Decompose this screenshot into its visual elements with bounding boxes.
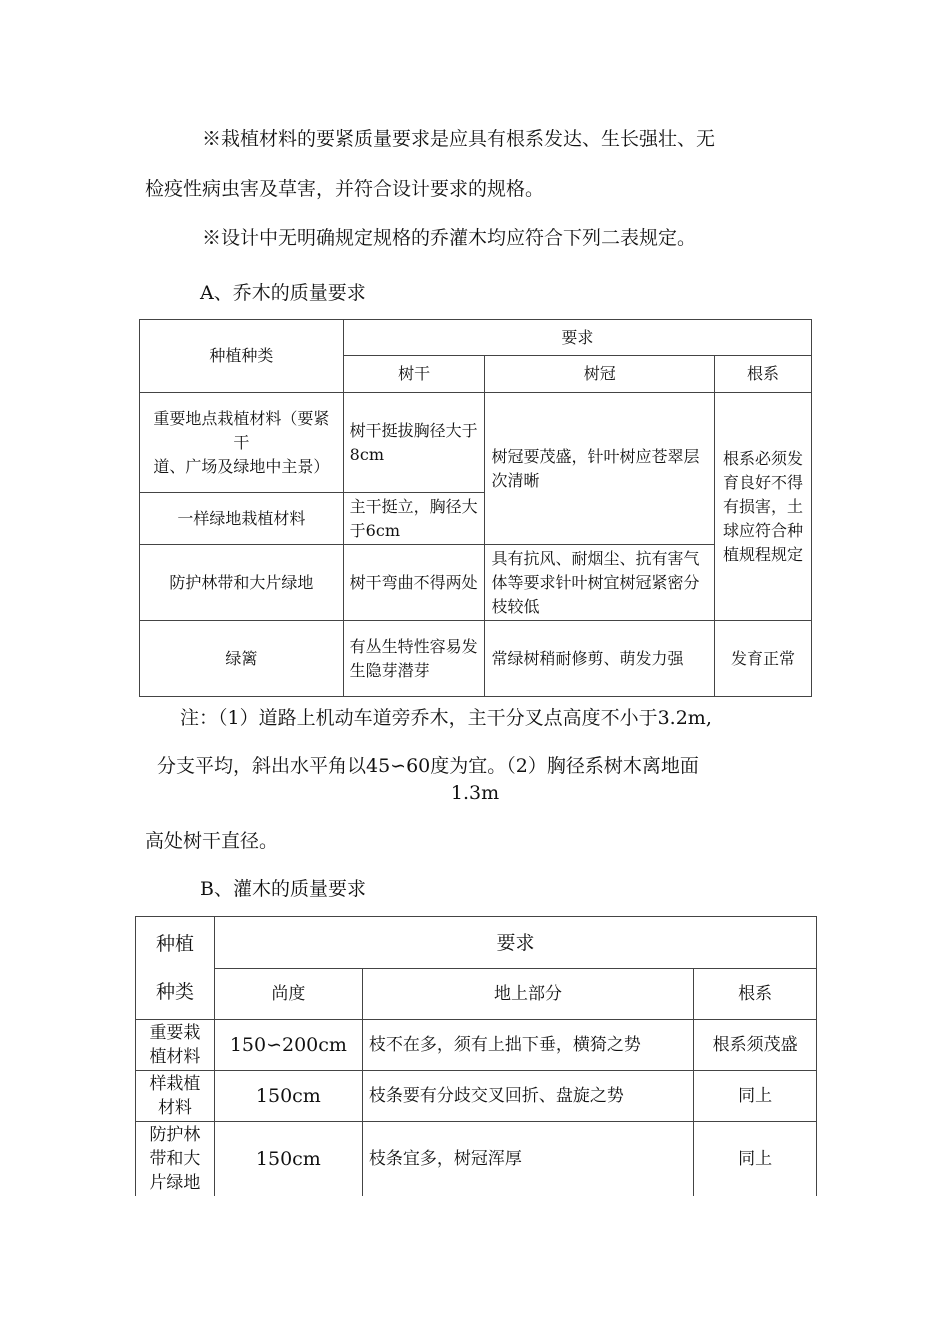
section-b-heading: B、灌木的质量要求 [200, 878, 366, 900]
header-trunk: 树干 [343, 356, 485, 393]
row-height-shelterbelt: 150cm [214, 1122, 362, 1196]
row-above-shelterbelt: 枝条宜多，树冠浑厚 [362, 1122, 693, 1196]
row-type-shelterbelt: 防护林 带和大 片绿地 [136, 1122, 215, 1196]
row-trunk-important: 树干挺拔胸径大于8cm [343, 393, 485, 493]
row-above-important: 枝不在多，须有上拙下垂，横猗之势 [362, 1020, 693, 1071]
note-line-2: 分支平均，斜出水平角以45∽60度为宜。（2）胸径系树木离地面 [157, 755, 699, 777]
row-height-important: 150∽200cm [214, 1020, 362, 1071]
note-line-1: 注：（1）道路上机动车道旁乔木，主干分叉点高度不小于3.2m, [180, 707, 712, 729]
row-crown-hedge: 常绿树稍耐修剪、萌发力强 [485, 621, 715, 697]
header-height: 尚度 [214, 969, 362, 1020]
intro-line-2: 检疫性病虫害及草害，并符合设计要求的规格。 [145, 178, 545, 200]
note-line-3: 1.3m [450, 782, 500, 804]
row-type-general: 一样绿地栽植材料 [140, 493, 344, 545]
crown-shared: 树冠要茂盛，针叶树应苍翠层次清晰 [485, 393, 715, 545]
row-type-hedge: 绿篱 [140, 621, 344, 697]
row-root-important: 根系须茂盛 [694, 1020, 817, 1071]
root-shared: 根系必须发育良好不得有损害，土球应符合种植规程规定 [715, 393, 812, 621]
table-a-tree-requirements [139, 319, 812, 697]
row-height-general: 150cm [214, 1071, 362, 1122]
header-requirements: 要求 [343, 320, 811, 356]
row-type-important: 重要地点栽植材料（要紧干 道、广场及绿地中主景） [140, 393, 344, 493]
note-line-4: 高处树干直径。 [145, 830, 279, 852]
row-crown-shelterbelt: 具有抗风、耐烟尘、抗有害气体等要求针叶树宜树冠紧密分枝较低 [485, 545, 715, 621]
table-b-shrub-requirements [135, 916, 817, 1196]
row-trunk-shelterbelt: 树干弯曲不得两处 [343, 545, 485, 621]
header-root: 根系 [715, 356, 812, 393]
row-type-important: 重要栽 植材料 [136, 1020, 215, 1071]
section-a-heading: A、乔木的质量要求 [200, 282, 366, 304]
row-root-general: 同上 [694, 1071, 817, 1122]
row-type-general: 样栽植 材料 [136, 1071, 215, 1122]
intro-line-1: ※栽植材料的要紧质量要求是应具有根系发达、生长强壮、无 [202, 128, 716, 150]
header-planting-type: 种植 种类 [136, 917, 215, 1020]
row-trunk-general: 主干挺立，胸径大于6cm [343, 493, 485, 545]
intro-line-3: ※设计中无明确规定规格的乔灌木均应符合下列二表规定。 [202, 227, 697, 249]
row-root-shelterbelt: 同上 [694, 1122, 817, 1196]
header-crown: 树冠 [485, 356, 715, 393]
row-type-shelterbelt: 防护林带和大片绿地 [140, 545, 344, 621]
row-above-general: 枝条要有分歧交叉回折、盘旋之势 [362, 1071, 693, 1122]
row-trunk-hedge: 有丛生特性容易发生隐芽潜芽 [343, 621, 485, 697]
header-planting-type: 种植种类 [140, 320, 344, 393]
header-requirements: 要求 [214, 917, 816, 969]
header-above-ground: 地上部分 [362, 969, 693, 1020]
row-root-hedge: 发育正常 [715, 621, 812, 697]
header-root: 根系 [694, 969, 817, 1020]
